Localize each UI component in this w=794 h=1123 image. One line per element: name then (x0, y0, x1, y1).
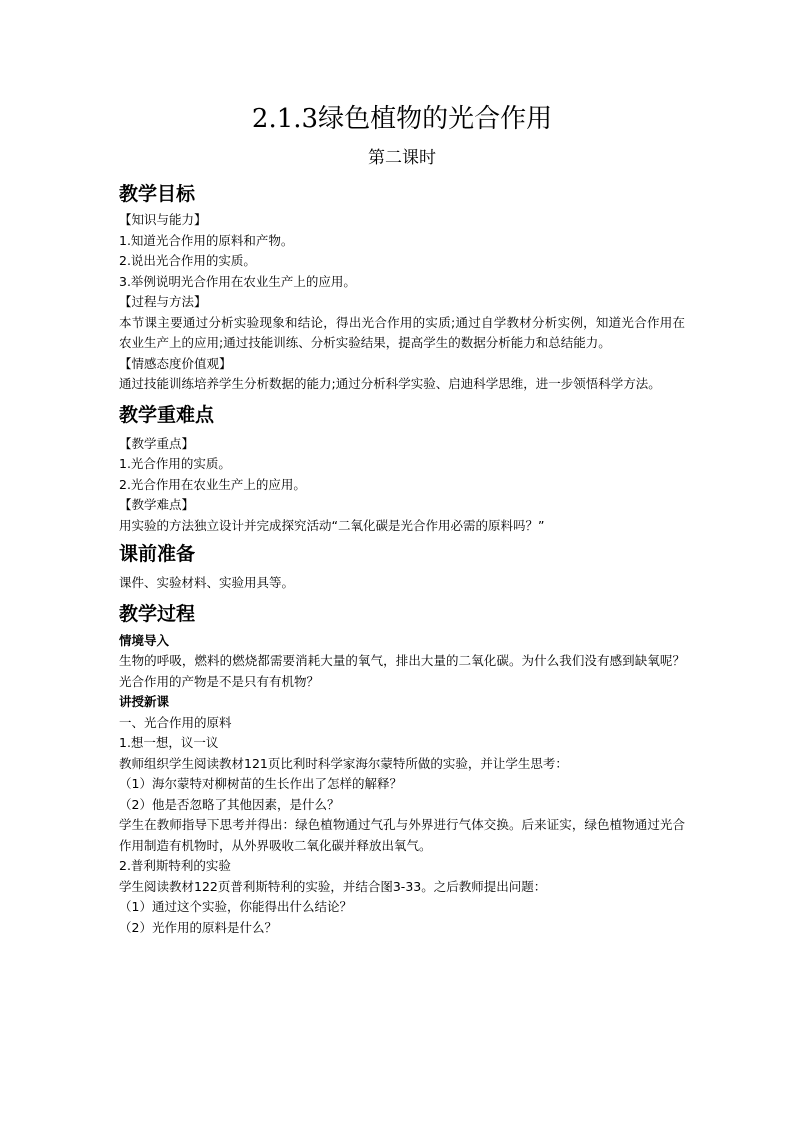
intro-text: 生物的呼吸，燃料的燃烧都需要消耗大量的氧气，排出大量的二氧化碳。为什么我们没有感到缺氧呢？光合作用的产物是不是只有有机物？ (119, 653, 685, 689)
process-method-text: 本节课主要通过分析实验现象和结论，得出光合作用的实质;通过自学教材分析实例，知道光合作用在农业生产上的应用;通过技能训练、分析实验结果，提高学生的数据分析能力和总结能力。 (119, 314, 685, 350)
document-title: 2.1.3绿色植物的光合作用 (251, 104, 553, 134)
knowledge-item: 3.举例说明光合作用在农业生产上的应用。 (119, 273, 356, 289)
knowledge-item: 2.说出光合作用的实质。 (119, 253, 256, 268)
document-content (119, 100, 685, 938)
preparation-heading: 课前准备 (119, 543, 196, 565)
difficult-label: 【教学难点】 (119, 497, 195, 512)
step2-text: 学生阅读教材122页普利斯特利的实验，并结合图3-33。之后教师提出问题： (119, 878, 547, 894)
difficult-text: 用实验的方法独立设计并完成探究活动“二氧化碳是光合作用必需的原料吗？” (119, 517, 545, 533)
objectives-heading: 教学目标 (119, 183, 196, 205)
emotion-text: 通过技能训练培养学生分析数据的能力;通过分析科学实验、启迪科学思维，进一步领悟科学方法。 (119, 376, 661, 391)
preparation-text: 课件、实验材料、实验用具等。 (119, 575, 295, 590)
process-heading: 教学过程 (119, 602, 196, 625)
step1-answer: 学生在教师指导下思考并得出：绿色植物通过气孔与外界进行气体交换。后来证实，绿色植物通过光合作用制造有机物时，从外界吸收二氧化碳并释放出氧气。 (119, 817, 685, 853)
process-method-label: 【过程与方法】 (119, 294, 207, 309)
document-subtitle: 第二课时 (368, 148, 436, 168)
keypoints-heading: 教学重难点 (119, 403, 215, 426)
emotion-label: 【情感态度价值观】 (119, 355, 232, 371)
step1-title: 1.想一想，议一议 (119, 735, 219, 750)
section-keypoints (119, 401, 685, 537)
knowledge-label: 【知识与能力】 (119, 212, 207, 227)
key-item: 2.光合作用在农业生产上的应用。 (119, 476, 306, 492)
step2-question: （1）通过这个实验，你能得出什么结论？ (119, 899, 352, 914)
key-item: 1.光合作用的实质。 (119, 456, 231, 471)
step2-title: 2.普利斯特利的实验 (119, 858, 231, 873)
step1-text: 教师组织学生阅读教材121页比利时科学家海尔蒙特所做的实验，并让学生思考： (119, 755, 568, 771)
step1-question: （1）海尔蒙特对柳树苗的生长作出了怎样的解释？ (119, 776, 402, 791)
step2-question: （2）光作用的原料是什么？ (119, 919, 277, 935)
section-preparation (119, 540, 685, 594)
part1-title: 一、光合作用的原料 (119, 714, 232, 730)
section-objectives (119, 180, 685, 395)
knowledge-item: 1.知道光合作用的原料和产物。 (119, 232, 294, 248)
new-lesson-label: 讲授新课 (119, 694, 170, 709)
step1-question: （2）他是否忽略了其他因素，是什么？ (119, 796, 340, 812)
section-process (119, 600, 685, 939)
key-label: 【教学重点】 (119, 435, 195, 451)
intro-label: 情境导入 (119, 632, 170, 648)
